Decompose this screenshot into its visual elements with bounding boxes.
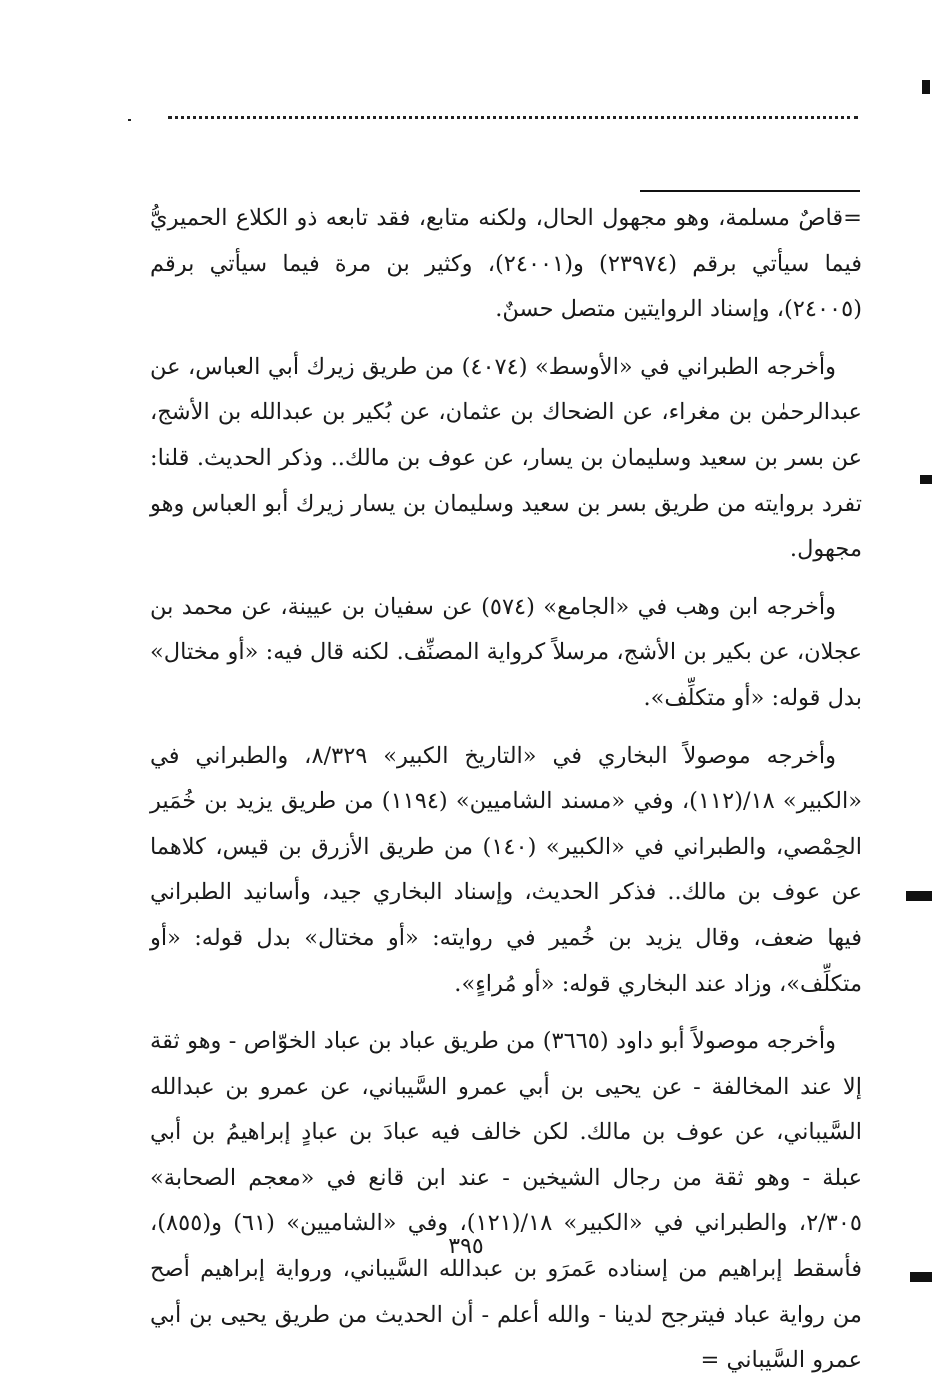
- header-dotted-line: [168, 116, 858, 119]
- scan-speck: [128, 119, 131, 121]
- footnote-paragraph: وأخرجه موصولاً البخاري في «التاريخ الكبير» ٨/٣٢٩، والطبراني في «الكبير» ١٨/(١١٢)، وفي «مسند الشاميين» (١١٩٤) من طريق يزيد بن خُمَير الحِمْصي، والطبراني في «الكبير» (١٤٠) من طريق الأزرق بن قيس، كلاهما عن عوف بن مالك.. فذكر الحديث، وإسناد البخاري جيد، وأسانيد الطبراني فيها ضعف، وقال يزيد بن خُمير في روايته: «أو مختال» بدل قوله: «أو متكلِّف»، وزاد عند البخاري قوله: «أو مُراءٍ».: [150, 742, 862, 997]
- scan-mark: [910, 1272, 932, 1282]
- page-number: ٣٩٥: [448, 1234, 484, 1259]
- footnote-text: [150, 196, 862, 1396]
- footnote-paragraph: وأخرجه موصولاً أبو داود (٣٦٦٥) من طريق عباد بن عباد الخوّاص - وهو ثقة إلا عند المخالفة - عن يحيى بن أبي عمرو السَّيباني، عن عمرو بن عبدالله السَّيباني، عن عوف بن مالك. لكن خالف فيه عبادَ بن عبادٍ إبراهيمُ بن أبي عبلة - وهو ثقة من رجال الشيخين - عند ابن قانع في «معجم الصحابة» ٢/٣٠٥، والطبراني في «الكبير» ١٨/(١٢١)، وفي «الشاميين» (٦١) و(٨٥٥)، فأسقط إبراهيم من إسناده عَمرَو بن عبدالله السَّيباني، ورواية إبراهيم أصح من رواية عباد فيترجح لدينا - والله أعلم - أن الحديث من طريق يحيى بن أبي عمرو السَّيباني =: [150, 1028, 862, 1374]
- footnote-paragraph: وأخرجه الطبراني في «الأوسط» (٤٠٧٤) من طريق زيرك أبي العباس، عن عبدالرحمٰن بن مغراء، عن الضحاك بن عثمان، عن بُكير بن عبدالله بن الأشج، عن بسر بن سعيد وسليمان بن يسار، عن عوف بن مالك.. وذكر الحديث. قلنا: تفرد بروايته من طريق بسر بن سعيد وسليمان بن يسار زيرك أبو العباس وهو مجهول.: [150, 353, 862, 563]
- scan-mark: [906, 891, 932, 901]
- footnote-paragraph: وأخرجه ابن وهب في «الجامع» (٥٧٤) عن سفيان بن عيينة، عن محمد بن عجلان، عن بكير بن الأشج، مرسلاً كرواية المصنِّف. لكنه قال فيه: «أو مختال» بدل قوله: «أو متكلِّف».: [150, 593, 862, 711]
- footnote-separator: [640, 190, 860, 192]
- footnote-paragraph-continued: =قاصٌ مسلمة، وهو مجهول الحال، ولكنه متابع، فقد تابعه ذو الكلاع الحميريُّ فيما سيأتي برقم (٢٣٩٧٤) و(٢٤٠٠١)، وكثير بن مرة فيما سيأتي برقم (٢٤٠٠٥)، وإسناد الروايتين متصل حسنٌ.: [150, 205, 862, 323]
- scan-mark: [922, 80, 930, 94]
- scan-mark: [920, 475, 932, 484]
